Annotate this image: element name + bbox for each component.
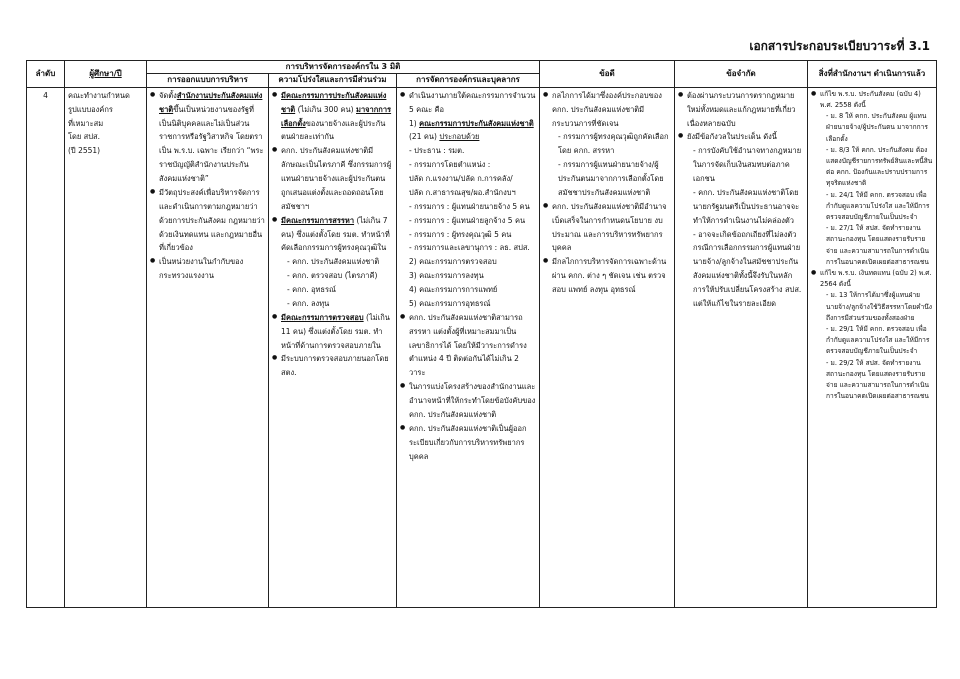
- subject-line: (ปี 2551): [68, 146, 101, 156]
- item-text: ดำเนินงานภายใต้คณะกรรมการจำนวน 5 คณะ คือ: [409, 90, 536, 114]
- item-text: คกก. ประกันสังคมแห่งชาติมีอำนาจเบ็ดเสร็จในการกำหนดนโยบาย งบประมาณ และการบริหารทรัพยากรบุคคล: [552, 201, 667, 253]
- header-order: ลำดับ: [27, 61, 65, 88]
- item-text: แก้ไข พ.ร.บ. เงินทดแทน (ฉบับ 2) พ.ศ. 2564 ดังนี้: [820, 269, 932, 289]
- committee-item: 2) คณะกรรมการตรวจสอบ: [409, 257, 497, 267]
- document-reference: เอกสารประกอบระเบียบวาระที่ 3.1: [749, 39, 930, 53]
- header-group: การบริหารจัดการองค์กรใน 3 มิติ: [147, 61, 540, 74]
- subject-line: ที่เหมาะสม: [68, 118, 104, 128]
- list-item: [552, 200, 671, 256]
- item-bold: คณะกรรมการประกันสังคมแห่งชาติ: [419, 118, 534, 128]
- cell-subject: [65, 87, 147, 607]
- item-bold: มาจากการเลือกตั้ง: [281, 104, 392, 128]
- item-text: ในการแบ่งโครงสร้างของสำนักงานและอำนาจหน้าที่ให้กระทำโดยข้อบังคับของ คกก. ประกันสังคมแห่งชาติ: [409, 382, 536, 419]
- item-text: ยังมีข้อกังวลในประเด็น ดังนี้: [687, 132, 777, 142]
- list-item: [159, 186, 265, 255]
- header-subject: ผู้ศึกษา/ปี: [65, 61, 147, 88]
- cell-limits: [675, 87, 808, 607]
- sub-item: - คกก. ประกันสังคมแห่งชาติ: [287, 257, 380, 267]
- header-dim2: ความโปร่งใสและการมีส่วนร่วม: [269, 74, 397, 87]
- item-text: ต้องผ่านกระบวนการตรากฎหมายใหม่ทั้งหมดและแก้กฎหมายที่เกี่ยวเนื่องหลายฉบับ: [687, 90, 796, 128]
- list-item: [281, 144, 393, 213]
- item-lead: 1): [409, 118, 417, 128]
- sub-item: - คกก. ประกันสังคมแห่งชาติโดยนายกรัฐมนตรีเป็นประธานอาจจะทำให้การดำเนินงานไม่คล่องตัว: [693, 187, 800, 225]
- cell-order: 4: [27, 87, 65, 607]
- list-item: [820, 89, 933, 268]
- item-text: เป็นหน่วยงานในกำกับของกระทรวงแรงงาน: [159, 257, 244, 281]
- item-text: มีระบบการตรวจสอบภายนอกโดย สตง.: [281, 354, 389, 378]
- item-bold: มีคณะกรรมการประกันสังคมแห่งชาติ: [281, 90, 387, 114]
- item-text: มีกลไกการบริหารจัดการเฉพาะด้านผ่าน คกก. ต่าง ๆ ชัดเจน เช่น ตรวจสอบ แพทย์ ลงทุน อุทธรณ์: [552, 257, 667, 295]
- item-text: (ไม่เกิน 300 คน): [297, 104, 354, 114]
- sub-item: - ม. 13 ให้การได้มาซึ่งผู้แทนฝ่ายนายจ้าง/ลูกจ้างใช้วิธีสรรหาโดยคำนึงถึงการมีส่วนร่วมของทั้งสองฝ่าย: [826, 291, 933, 322]
- item-text: แก้ไข พ.ร.บ. ประกันสังคม (ฉบับ 4) พ.ศ. 2558 ดังนี้: [820, 89, 921, 109]
- header-limits: ข้อจำกัด: [675, 61, 808, 88]
- sub-item: ปลัด ก.สาธารณสุข/ผอ.สำนักงบฯ: [409, 187, 516, 197]
- committee-item: 5) คณะกรรมการอุทธรณ์: [409, 298, 491, 308]
- item-text: (21 คน): [409, 132, 437, 142]
- sub-item: - กรรมการและเลขานุการ : ลธ. สปส.: [409, 243, 530, 253]
- list-item: [409, 422, 536, 464]
- header-dim3: การจัดการองค์กรและบุคลากร: [397, 74, 540, 87]
- item-bold: สำนักงานประกันสังคมแห่งชาติ: [159, 90, 263, 114]
- item-text: ขึ้นเป็นหน่วยงานของรัฐที่เป็นนิติบุคคลและไม่เป็นส่วนราชการหรือรัฐวิสาหกิจ โดยตราเป็น พ.ร.บ. เฉพาะ เรียกว่า “พระราชบัญญัติสำนักงานประกันสังคมแห่งชาติ”: [159, 104, 264, 184]
- item-text: ของนายจ้างและผู้ประกันตนฝ่ายละเท่ากัน: [281, 118, 386, 142]
- list-item: [409, 380, 536, 422]
- list-item: [281, 352, 393, 380]
- sub-item: ปลัด ก.แรงงาน/ปลัด ก.การคลัง/: [409, 174, 513, 184]
- list-item: [552, 255, 671, 297]
- sub-item: - ม. 29/2 ให้ สปส. จัดทำรายงานสถานะกองทุน โดยแสดงรายรับรายจ่าย และความสามารถในการดำเนินการในอนาคตเปิดเผยต่อสาธารณชน: [826, 358, 930, 401]
- sub-item: - การบังคับใช้อำนาจทางกฎหมายในการจัดเก็บเงินสมทบต่อภาคเอกชน: [693, 146, 802, 184]
- item-text: (ไม่เกิน 11 คน) ซึ่งแต่งตั้งโดย รมต. ทำหน้าที่ด้านการตรวจสอบภายใน: [281, 312, 390, 350]
- committee-1: [409, 117, 536, 145]
- list-item: [687, 130, 804, 310]
- item-underline: ประกอบด้วย: [439, 132, 480, 142]
- comparison-table: [26, 60, 937, 608]
- list-item: [820, 268, 933, 402]
- subject-line: คณะทำงานกำหนด: [68, 90, 130, 100]
- sub-item: - กรรมการ : ผู้ทรงคุณวุฒิ 5 คน: [409, 229, 512, 239]
- subject-line: รูปแบบองค์กร: [68, 104, 113, 114]
- list-item: [409, 89, 536, 311]
- list-item: [552, 89, 671, 200]
- list-item: [159, 255, 265, 283]
- committee-item: 3) คณะกรรมการลงทุน: [409, 271, 484, 281]
- item-bold: มีคณะกรรมการสรรหา: [281, 215, 355, 225]
- header-office: สิ่งที่สำนักงานฯ ดำเนินการแล้ว: [808, 61, 937, 88]
- item-text: คกก. ประกันสังคมแห่งชาติเป็นผู้ออกระเบียบเกี่ยวกับการบริหารทรัพยากรบุคคล: [409, 423, 527, 461]
- sub-item: - ม. 8/3 ให้ คกก. ประกันสังคม ต้องแสดงบัญชีรายการทรัพย์สินและหนี้สินต่อ คกก. ป้องกันและปราบปรามการทุจริตแห่งชาติ: [826, 145, 933, 188]
- sub-item: - กรรมการ : ผู้แทนฝ่ายนายจ้าง 5 คน: [409, 201, 530, 211]
- item-bold: มีคณะกรรมการตรวจสอบ: [281, 312, 364, 322]
- list-item: [687, 89, 804, 131]
- header-dim1: การออกแบบการบริหาร: [147, 74, 269, 87]
- item-text: คกก. ประกันสังคมแห่งชาติมีลักษณะเป็นไตรภาคี ซึ่งกรรมการผู้แทนฝ่ายนายจ้างและผู้ประกันตนถูกเสนอแต่งตั้งและถอดถอนโดยสมัชชาฯ: [281, 146, 392, 211]
- item-text: (ไม่เกิน 7 คน) ซึ่งแต่งตั้งโดย รมต. ทำหน้าที่คัดเลือกกรรมการผู้ทรงคุณวุฒิใน: [281, 215, 390, 253]
- sub-item: - ม. 29/1 ให้มี คกก. ตรวจสอบ เพื่อกำกับดูแลความโปร่งใส และให้มีการตรวจสอบบัญชีภายในเป็นประจำ: [826, 325, 930, 356]
- sub-item: - ม. 27/1 ให้ สปส. จัดทำรายงานสถานะกองทุน โดยแสดงรายรับรายจ่าย และความสามารถในการดำเนินการในอนาคตเปิดเผยต่อสาธารณชน: [826, 224, 930, 266]
- sub-item: - คกก. อุทธรณ์: [287, 285, 336, 295]
- sub-item: - กรรมการโดยตำแหน่ง :: [409, 160, 491, 170]
- sub-item: - ม. 8 ให้ คกก. ประกันสังคม ผู้แทนฝ่ายนายจ้าง/ผู้ประกันตน มาจากการเลือกตั้ง: [826, 112, 928, 143]
- sub-item: - กรรมการผู้ทรงคุณวุฒิถูกคัดเลือกโดย คกก. สรรหา: [558, 132, 669, 156]
- cell-dim2: [269, 87, 397, 607]
- item-text: มีวัตถุประสงค์เพื่อบริหารจัดการและดำเนินการตามกฎหมายว่าด้วยการประกันสังคม กฎหมายว่าด้วยเงินทดแทน และกฎหมายอื่นที่เกี่ยวข้อง: [159, 187, 265, 253]
- header-row-1: [27, 61, 937, 74]
- item-text: กลไกการได้มาซึ่งองค์ประกอบของ คกก. ประกันสังคมแห่งชาติมีกระบวนการที่ชัดเจน: [552, 90, 662, 128]
- list-item: [281, 214, 393, 311]
- committee-item: 4) คณะกรรมการการแพทย์: [409, 285, 498, 295]
- list-item: [409, 311, 536, 380]
- list-item: [281, 89, 393, 145]
- sub-item: - คกก. ตรวจสอบ (ไตรภาคี): [287, 271, 378, 281]
- subject-line: โดย สปส.: [68, 132, 100, 142]
- cell-dim1: [147, 87, 269, 607]
- list-item: [281, 311, 393, 353]
- sub-item: - อาจจะเกิดข้อถกเถียงที่ไม่ลงตัวกรณีการเลือกกรรมการผู้แทนฝ่ายนายจ้าง/ลูกจ้างในสมัชชาประกันสังคมแห่งชาติทั้งนี้จึงรับในหลักการให้ปรับเปลี่ยนโครงสร้าง สปส. แต่ให้แก้ไขในรายละเอียด: [693, 229, 802, 308]
- cell-office: [808, 87, 937, 607]
- list-item: [159, 89, 265, 186]
- cell-dim3: [397, 87, 540, 607]
- item-lead: จัดตั้ง: [159, 90, 177, 100]
- sub-item: - ม. 24/1 ให้มี คกก. ตรวจสอบ เพื่อกำกับดูแลความโปร่งใส และให้มีการตรวจสอบบัญชีภายในเป็นประจำ: [826, 190, 930, 222]
- table-row: [27, 87, 937, 607]
- cell-findings: [540, 87, 675, 607]
- item-text: คกก. ประกันสังคมแห่งชาติสามารถสรรหา แต่งตั้งผู้ที่เหมาะสมมาเป็นเลขาธิการได้ โดยให้มีวาระการดำรงตำแหน่ง 4 ปี ติดต่อกันได้ไม่เกิน 2 วาระ: [409, 312, 527, 378]
- sub-item: - ประธาน : รมต.: [409, 146, 465, 156]
- header-findings: ข้อดี: [540, 61, 675, 88]
- sub-item: - กรรมการผู้แทนฝ่ายนายจ้าง/ผู้ประกันตนมาจากการเลือกตั้งโดยสมัชชาประกันสังคมแห่งชาติ: [558, 160, 664, 197]
- sub-item: - คกก. ลงทุน: [287, 298, 330, 308]
- sub-item: - กรรมการ : ผู้แทนฝ่ายลูกจ้าง 5 คน: [409, 215, 526, 225]
